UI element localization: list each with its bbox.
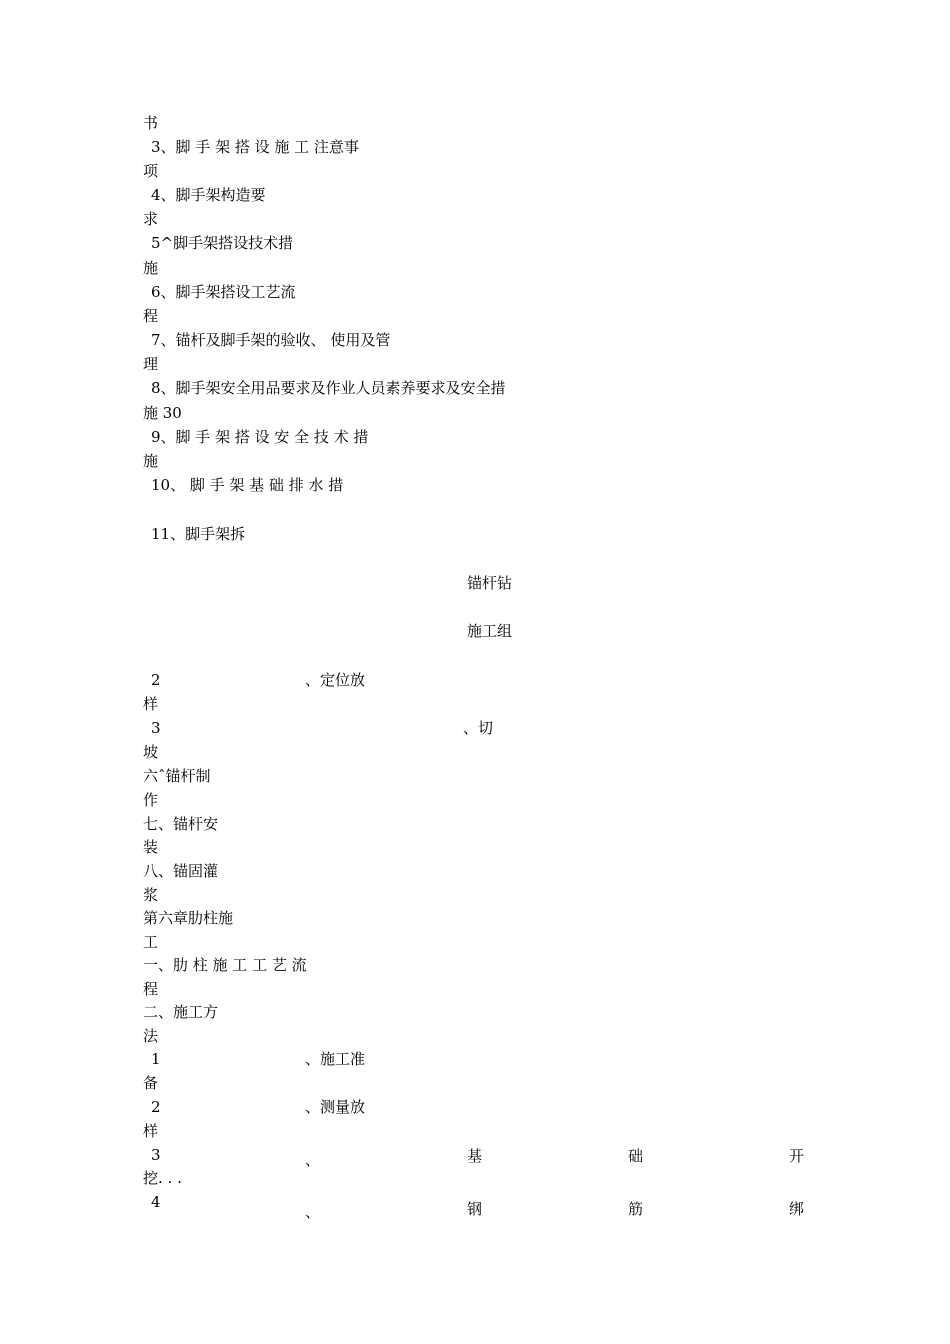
toc-line: 5^脚手架搭设技术措 — [151, 234, 294, 252]
toc-line: 八、锚固灌 — [143, 862, 219, 880]
toc-line: 、 — [305, 1151, 321, 1169]
toc-line: 3、脚 手 架 搭 设 施 工 注意事 — [151, 138, 359, 156]
toc-line: 程 — [143, 980, 159, 998]
toc-line: 作 — [143, 791, 159, 809]
toc-number: 4 — [151, 1193, 161, 1211]
toc-line: 求 — [143, 210, 159, 228]
toc-line: 10、 脚 手 架 基 础 排 水 措 — [151, 476, 344, 494]
toc-line: 一、肋 柱 施 工 工 艺 流 — [143, 956, 307, 974]
toc-line: 9、脚 手 架 搭 设 安 全 技 术 措 — [151, 428, 369, 446]
toc-number: 3 — [151, 1146, 161, 1164]
toc-line: 、切 — [463, 719, 494, 737]
toc-line: 六ˆ锚杆制 — [143, 767, 211, 785]
toc-line: 、施工准 — [305, 1050, 366, 1068]
toc-line: 开 — [789, 1147, 805, 1165]
toc-number: 2 — [151, 671, 161, 689]
toc-number: 1 — [151, 1050, 161, 1068]
toc-line: 坡 — [143, 743, 159, 761]
toc-line: 工 — [143, 933, 159, 951]
toc-line: 8、脚手架安全用品要求及作业人员素养要求及安全措 — [151, 379, 506, 397]
toc-line: 11、脚手架拆 — [151, 525, 246, 543]
toc-line: 7、锚杆及脚手架的验收、 使用及管 — [151, 331, 391, 349]
toc-line: 施 — [143, 259, 159, 277]
toc-line: 装 — [143, 838, 159, 856]
toc-line: 基 — [467, 1147, 483, 1165]
toc-line: 、 — [305, 1203, 321, 1221]
toc-line: 4、脚手架构造要 — [151, 186, 266, 204]
toc-line: 法 — [143, 1027, 159, 1045]
toc-line: 项 — [143, 162, 159, 180]
toc-line: 程 — [143, 307, 159, 325]
toc-line: 样 — [143, 695, 159, 713]
toc-line: 理 — [143, 355, 159, 373]
toc-line: 七、锚杆安 — [143, 815, 219, 833]
toc-line: 础 — [628, 1147, 644, 1165]
toc-line: 书 — [143, 114, 159, 132]
toc-line: 施 — [143, 452, 159, 470]
toc-line: 施 30 — [143, 404, 182, 422]
toc-line: 挖. . . — [143, 1169, 182, 1187]
toc-line: 锚杆钻 — [467, 574, 513, 592]
toc-line: 样 — [143, 1122, 159, 1140]
toc-line: 钢 — [467, 1200, 483, 1218]
toc-line: 备 — [143, 1074, 159, 1092]
toc-line: 、测量放 — [305, 1098, 366, 1116]
toc-line: 第六章肋柱施 — [143, 909, 234, 927]
toc-line: 筋 — [628, 1200, 644, 1218]
toc-line: 绑 — [789, 1200, 805, 1218]
toc-number: 2 — [151, 1098, 161, 1116]
toc-number: 3 — [151, 719, 161, 737]
toc-line: 6、脚手架搭设工艺流 — [151, 283, 296, 301]
toc-line: 、定位放 — [305, 671, 366, 689]
toc-line: 二、施工方 — [143, 1003, 219, 1021]
toc-line: 浆 — [143, 886, 159, 904]
toc-line: 施工组 — [467, 622, 513, 640]
